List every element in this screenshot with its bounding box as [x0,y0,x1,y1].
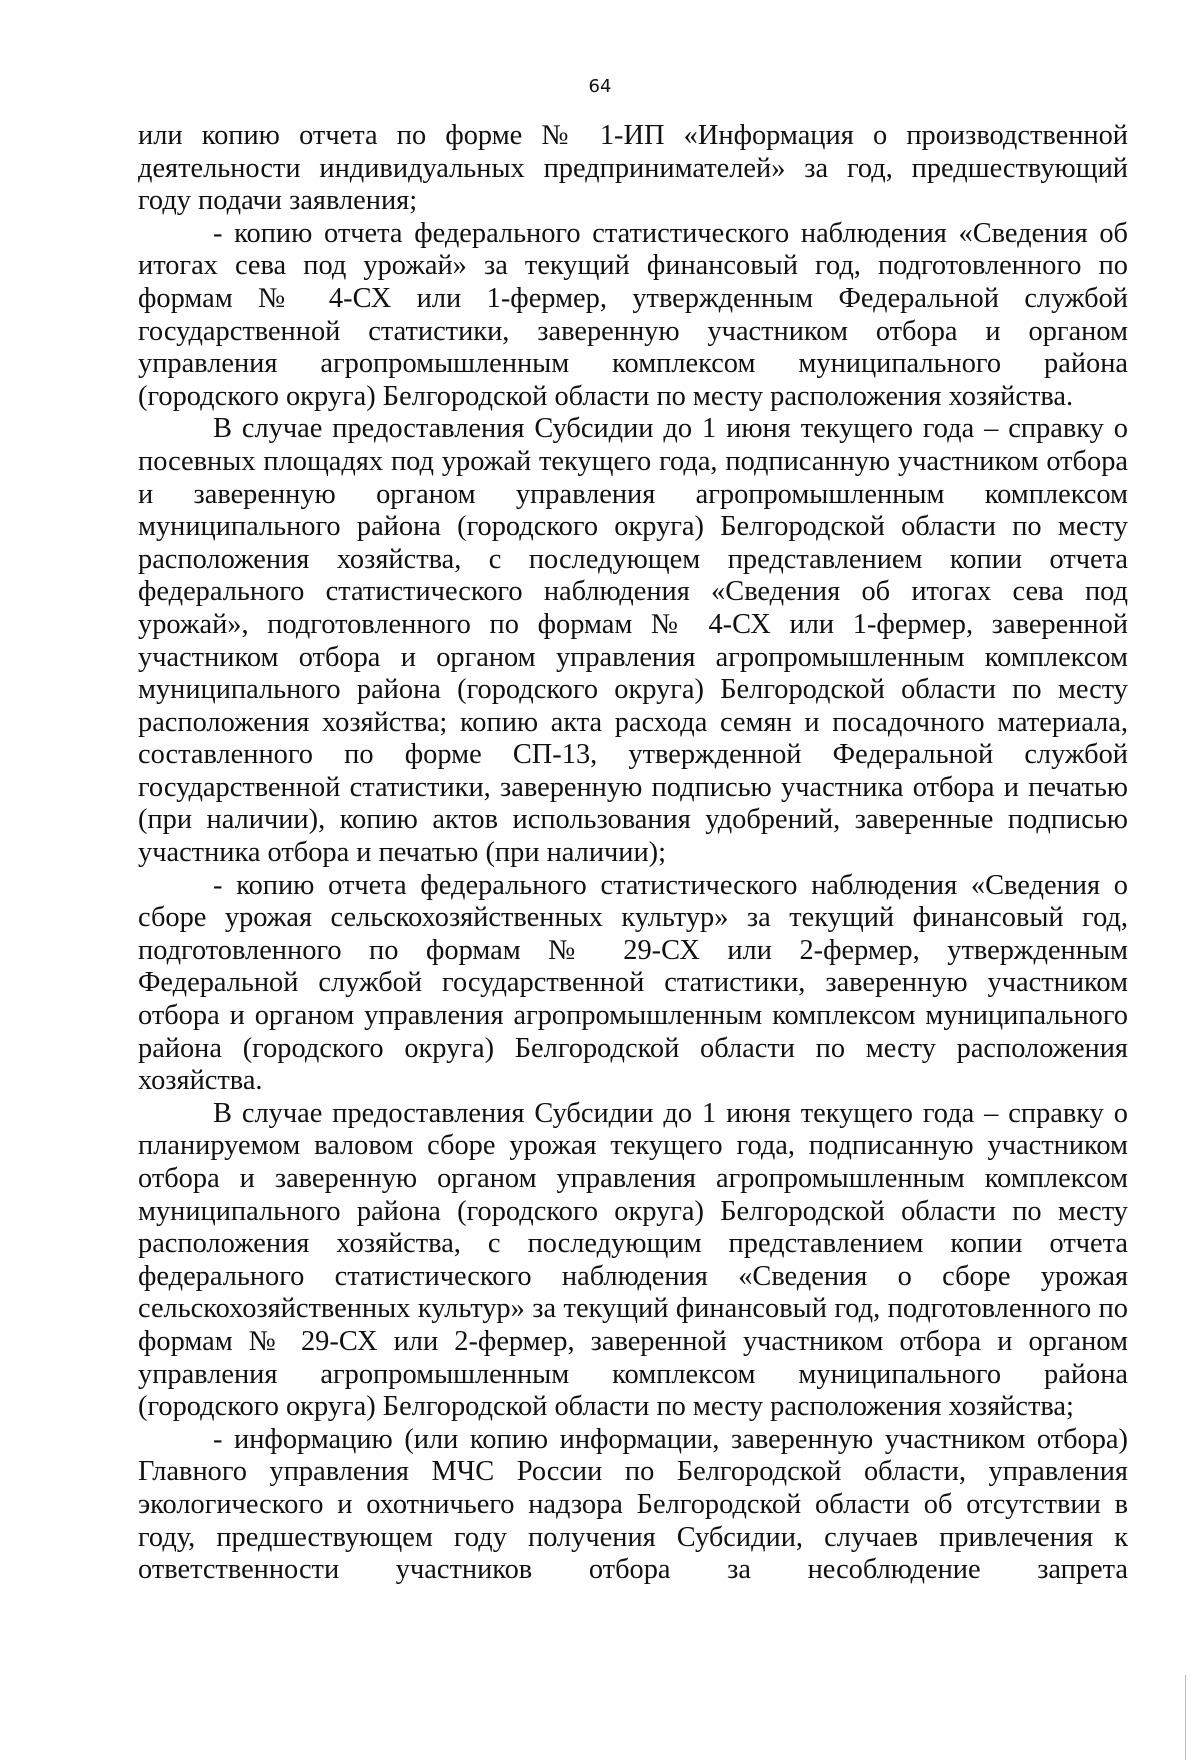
paragraph-continuation: или копию отчета по форме № 1-ИП «Информация о производственной деятельности индивидуальных предпринимателей» за год, предшествующий году подачи заявления; [138,120,1128,217]
scan-edge-mark [1185,1675,1186,1760]
paragraph-planned-harvest-certificate: В случае предоставления Субсидии до 1 июня текущего года – справку о планируемом валовом сборе урожая текущего года, подписанную участником отбора и заверенную органом управления агропромышленным комплексом муниципального района (городского округа) Белгородской области по месту расположения хозяйства, с последующим представлением копии отчета федерального статистического наблюдения «Сведения о сборе урожая сельскохозяйственных культур» за текущий финансовый год, подготовленного по формам № 29-СХ или 2-фермер, заверенной участником отбора и органом управления агропромышленным комплексом муниципального района (городского округа) Белгородской области по месту расположения хозяйства; [138,1097,1128,1423]
document-body [138,120,1128,1587]
page-number: 64 [588,76,612,97]
paragraph-harvest-report: - копию отчета федерального статистического наблюдения «Сведения о сборе урожая сельскохозяйственных культур» за текущий финансовый год, подготовленного по формам № 29-СХ или 2-фермер, утвержденным Федеральной службой государственной статистики, заверенную участником отбора и органом управления агропромышленным комплексом муниципального района (городского округа) Белгородской области по месту расположения хозяйства. [138,869,1128,1097]
paragraph-sown-area-certificate: В случае предоставления Субсидии до 1 июня текущего года – справку о посевных площадях под урожай текущего года, подписанную участником отбора и заверенную органом управления агропромышленным комплексом муниципального района (городского округа) Белгородской области по месту расположения хозяйства, с последующем представлением копии отчета федерального статистического наблюдения «Сведения об итогах сева под урожай», подготовленного по формам № 4-СХ или 1-фермер, заверенной участником отбора и органом управления агропромышленным комплексом муниципального района (городского округа) Белгородской области по месту расположения хозяйства; копию акта расхода семян и посадочного материала, составленного по форме СП-13, утвержденной Федеральной службой государственной статистики, заверенную подписью участника отбора и печатью (при наличии), копию актов использования удобрений, заверенные подписью участника отбора и печатью (при наличии); [138,413,1128,869]
paragraph-emergency-info: - информацию (или копию информации, заверенную участником отбора) Главного управления МЧС России по Белгородской области, управления экологического и охотничьего надзора Белгородской области об отсутствии в году, предшествующем году получения Субсидии, случаев привлечения к ответственности участников отбора за несоблюдение запрета [138,1423,1128,1586]
paragraph-sowing-report: - копию отчета федерального статистического наблюдения «Сведения об итогах сева под урожай» за текущий финансовый год, подготовленного по формам № 4-СХ или 1-фермер, утвержденным Федеральной службой государственной статистики, заверенную участником отбора и органом управления агропромышленным комплексом муниципального района (городского округа) Белгородской области по месту расположения хозяйства. [138,217,1128,412]
